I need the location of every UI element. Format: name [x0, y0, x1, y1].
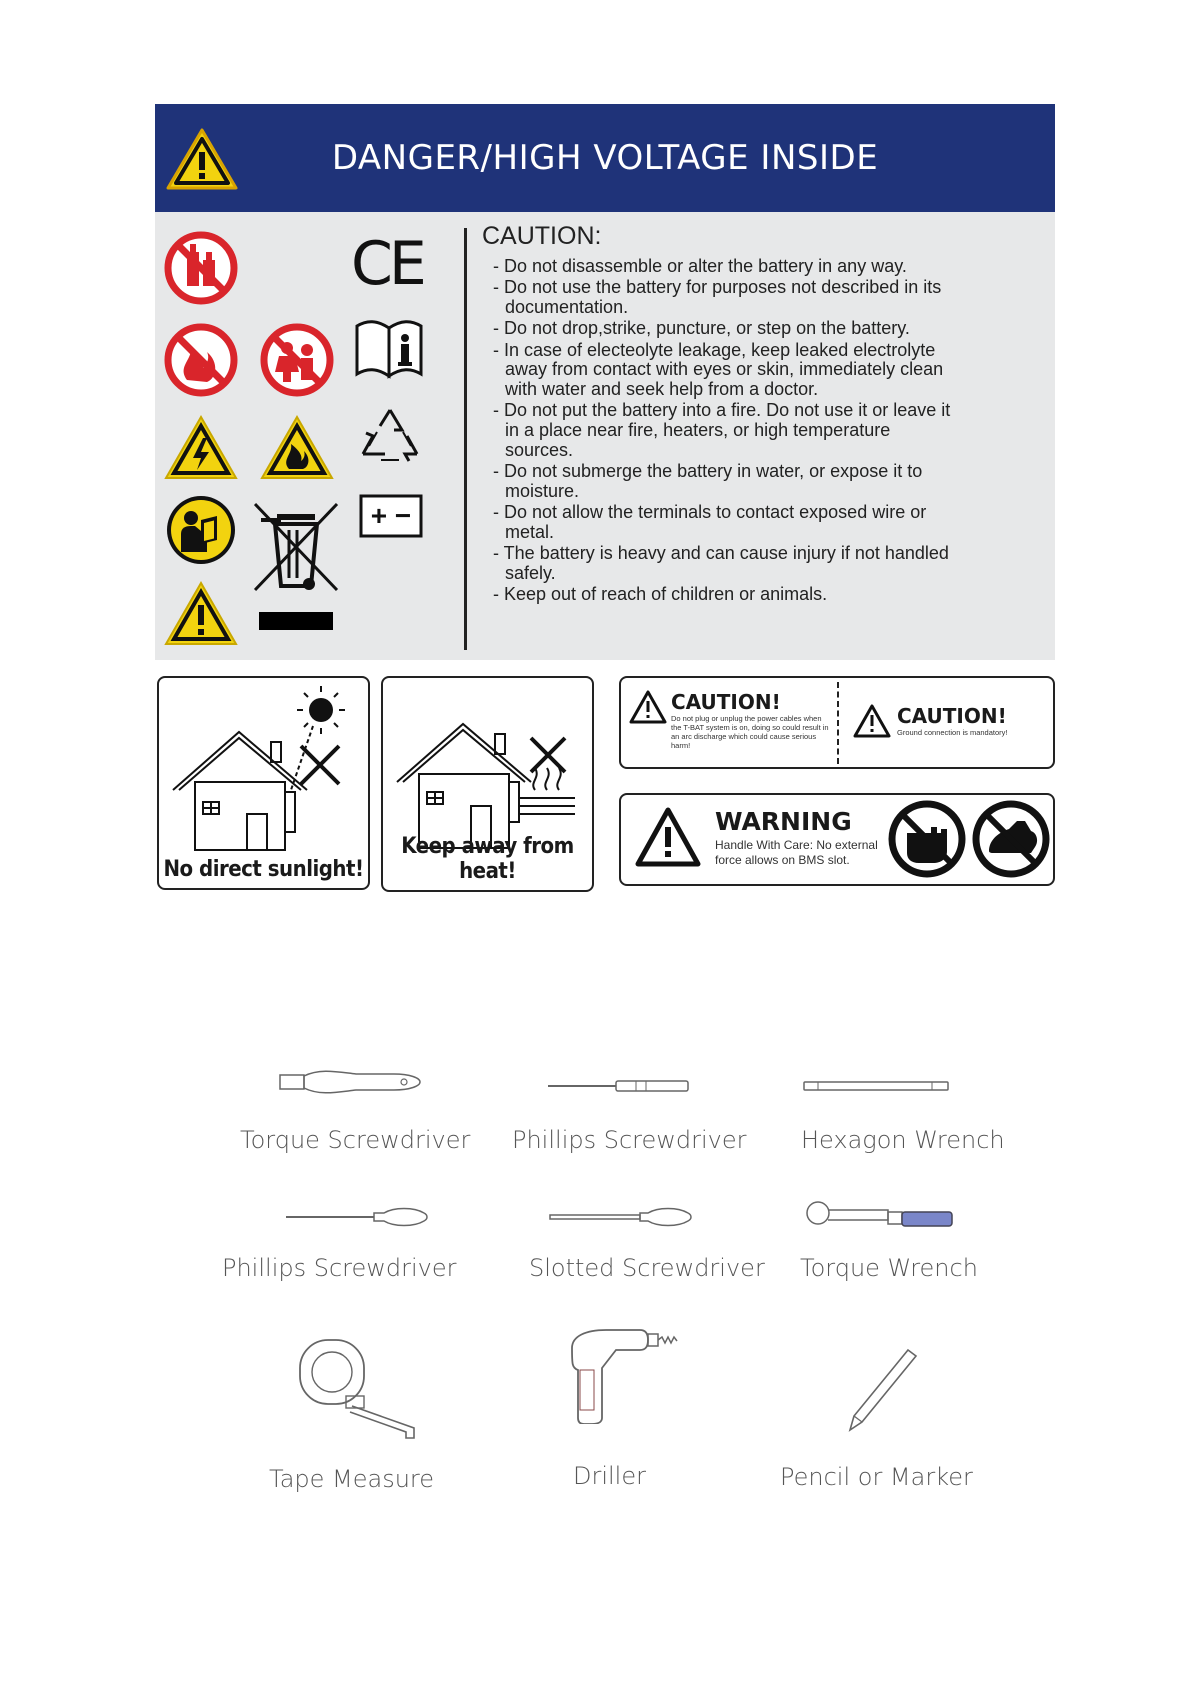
tool-label: Driller: [573, 1462, 646, 1490]
danger-title: DANGER/HIGH VOLTAGE INSIDE: [331, 138, 879, 178]
keep-from-children-icon: [259, 322, 335, 398]
tool-label: Hexagon Wrench: [801, 1126, 1005, 1154]
tool-label: Pencil or Marker: [780, 1463, 973, 1491]
battery-warning-label: [155, 104, 1055, 660]
caution-triangle-icon: [853, 704, 891, 738]
caution-left-title: CAUTION!: [671, 690, 781, 714]
caution-item: - Do not allow the terminals to contact exposed wire or metal.: [493, 503, 963, 542]
electric-shock-warning-icon: [163, 414, 239, 482]
caution-item: - The battery is heavy and can cause injury if not handled safely.: [493, 544, 963, 583]
tool-label: Torque Screwdriver: [240, 1126, 471, 1154]
caution-sticker-divider: [837, 682, 839, 764]
hexagon-wrench-icon: [802, 1078, 950, 1094]
caution-item: - Keep out of reach of children or animals.: [493, 585, 963, 605]
no-fire-icon: [163, 322, 239, 398]
read-manual-icon: [165, 494, 237, 566]
caution-sticker: [619, 676, 1055, 769]
keep-from-heat-caption: Keep away from heat!: [401, 834, 574, 884]
tool-label: Phillips Screwdriver: [222, 1254, 457, 1282]
caution-item: - Do not put the battery into a fire. Do not use it or leave it in a place near fire, heaters, or high temperature sources.: [493, 401, 963, 460]
warning-title: WARNING: [715, 807, 852, 836]
recycle-icon: [355, 404, 425, 468]
warning-sticker: [619, 793, 1055, 886]
caution-right-title: CAUTION!: [897, 704, 1007, 728]
driller-icon: [566, 1326, 678, 1424]
no-sunlight-caption: No direct sunlight!: [163, 857, 364, 882]
caution-item: - In case of electeolyte leakage, keep leaked electrolyte away from contact with eyes or skin, immediately clean with water and seek help from a doctor.: [493, 341, 963, 400]
caution-right-text: Ground connection is mandatory!: [897, 728, 1008, 737]
general-warning-icon: [163, 580, 239, 648]
no-sunlight-sticker: [157, 676, 370, 890]
slotted-screwdriver-icon: [548, 1206, 694, 1228]
caution-item: - Do not drop,strike, puncture, or step on the battery.: [493, 319, 963, 339]
tool-label: Phillips Screwdriver: [512, 1126, 747, 1154]
phillips-screwdriver-icon: [546, 1078, 692, 1094]
torque-screwdriver-icon: [278, 1066, 424, 1098]
no-disassembly-icon: [163, 230, 239, 306]
flammable-warning-icon: [259, 414, 335, 482]
warning-triangle-icon: [165, 126, 239, 192]
tape-measure-icon: [296, 1336, 422, 1446]
caution-triangle-icon: [629, 690, 667, 724]
no-step-icon: [971, 799, 1051, 879]
house-sun-icon: [171, 682, 361, 852]
warning-triangle-icon: [635, 807, 701, 867]
tool-label: Torque Wrench: [800, 1254, 978, 1282]
caution-item: - Do not submerge the battery in water, or expose it to moisture.: [493, 462, 963, 501]
house-heat-icon: [395, 682, 585, 852]
torque-wrench-icon: [804, 1200, 954, 1234]
phillips-screwdriver-icon: [284, 1206, 430, 1228]
caution-item: - Do not use the battery for purposes not described in its documentation.: [493, 278, 963, 317]
pencil-icon: [844, 1346, 920, 1432]
caution-heading: CAUTION:: [482, 222, 602, 250]
warning-text: Handle With Care: No external force allows on BMS slot.: [715, 838, 878, 867]
caution-item: - Do not disassemble or alter the battery in any way.: [493, 257, 963, 277]
label-divider: [464, 228, 467, 650]
caution-left-text: Do not plug or unplug the power cables when the T-BAT system is on, doing so could result in an arc discharge which could cause serious harm!: [671, 714, 829, 750]
no-touch-icon: [887, 799, 967, 879]
danger-banner: [155, 104, 1055, 212]
battery-polarity-text: + −: [370, 500, 412, 531]
ce-mark: CE: [351, 229, 423, 299]
tool-label: Slotted Screwdriver: [529, 1254, 765, 1282]
tool-label: Tape Measure: [269, 1465, 435, 1493]
keep-from-heat-sticker: [381, 676, 594, 892]
caution-list: [493, 257, 963, 606]
weee-disposal-icon: [251, 500, 341, 630]
manual-info-icon: [353, 318, 425, 380]
